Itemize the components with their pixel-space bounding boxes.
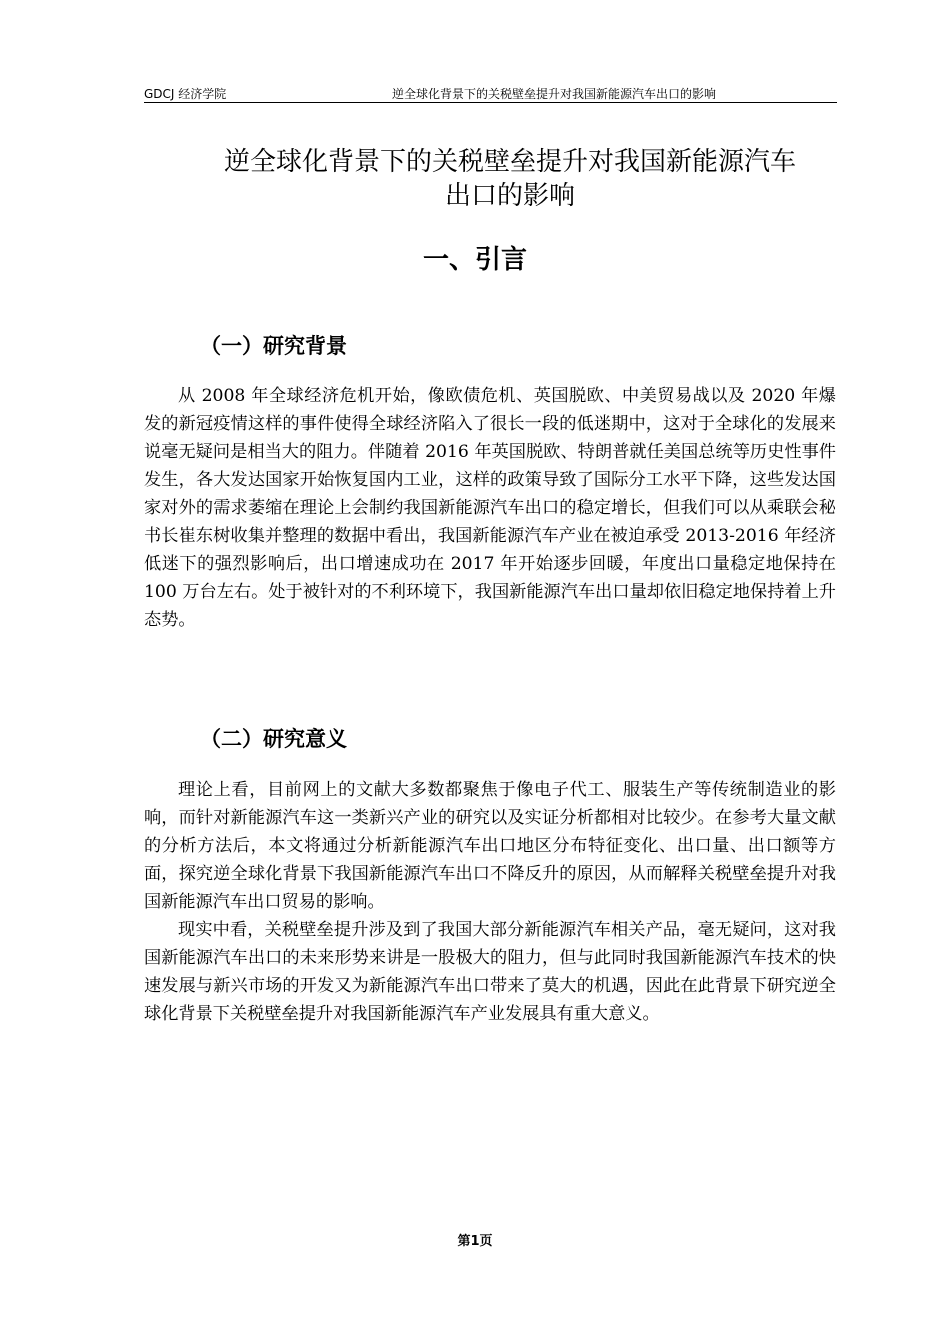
paragraph: 理论上看，目前网上的文献大多数都聚焦于像电子代工、服装生产等传统制造业的影响，而针对新能源汽车这一类新兴产业的研究以及实证分析都相对比较少。在参考大量文献的分析方法后，本文将通过分析新能源汽车出口地区分布特征变化、出口量、出口额等方面，探究逆全球化背景下我国新能源汽车出口不降反升的原因，从而解释关税壁垒提升对我国新能源汽车出口贸易的影响。 bbox=[144, 780, 836, 912]
paragraph: 现实中看，关税壁垒提升涉及到了我国大部分新能源汽车相关产品，毫无疑问，这对我国新能源汽车出口的未来形势来讲是一股极大的阻力，但与此同时我国新能源汽车技术的快速发展与新兴市场的开发又为新能源汽车出口带来了莫大的机遇，因此在此背景下研究逆全球化背景下关税壁垒提升对我国新能源汽车产业发展具有重大意义。 bbox=[144, 920, 836, 1024]
document-title-line-2: 出口的影响 bbox=[444, 181, 575, 211]
page-number: 第1页 bbox=[457, 1234, 493, 1249]
paragraph: 从 2008 年全球经济危机开始，像欧债危机、英国脱欧、中美贸易战以及 2020 年爆发的新冠疫情这样的事件使得全球经济陷入了很长一段的低迷期中，这对于全球化的发展来说毫无疑问是相当大的阻力。伴随着 2016 年英国脱欧、特朗普就任美国总统等历史性事件发生，各大发达国家开始恢复国内工业，这样的政策导致了国际分工水平下降，这些发达国家对外的需求萎缩在理论上会制约我国新能源汽车出口的稳定增长，但我们可以从乘联会秘书长崔东树收集并整理的数据中看出，我国新能源汽车产业在被迫承受 2013-2016 年经济低迷下的强烈影响后，出口增速成功在 2017 年开始逐步回暖，年度出口量稳定地保持在 100 万台左右。处于被针对的不利环境下，我国新能源汽车出口量却依旧稳定地保持着上升态势。 bbox=[144, 386, 836, 630]
section-heading-introduction: 一、引言 bbox=[422, 245, 527, 275]
header-institution: GDCJ 经济学院 bbox=[144, 87, 227, 101]
document-title bbox=[160, 145, 860, 213]
subsection-heading-significance: （二）研究意义 bbox=[200, 727, 347, 751]
header-running-title: 逆全球化背景下的关税壁垒提升对我国新能源汽车出口的影响 bbox=[392, 87, 717, 101]
document-title-line-1: 逆全球化背景下的关税壁垒提升对我国新能源汽车 bbox=[223, 147, 796, 177]
significance-body bbox=[144, 776, 836, 1028]
page-header bbox=[144, 86, 837, 103]
subsection-heading-background: （一）研究背景 bbox=[200, 334, 347, 358]
background-body bbox=[144, 382, 836, 634]
